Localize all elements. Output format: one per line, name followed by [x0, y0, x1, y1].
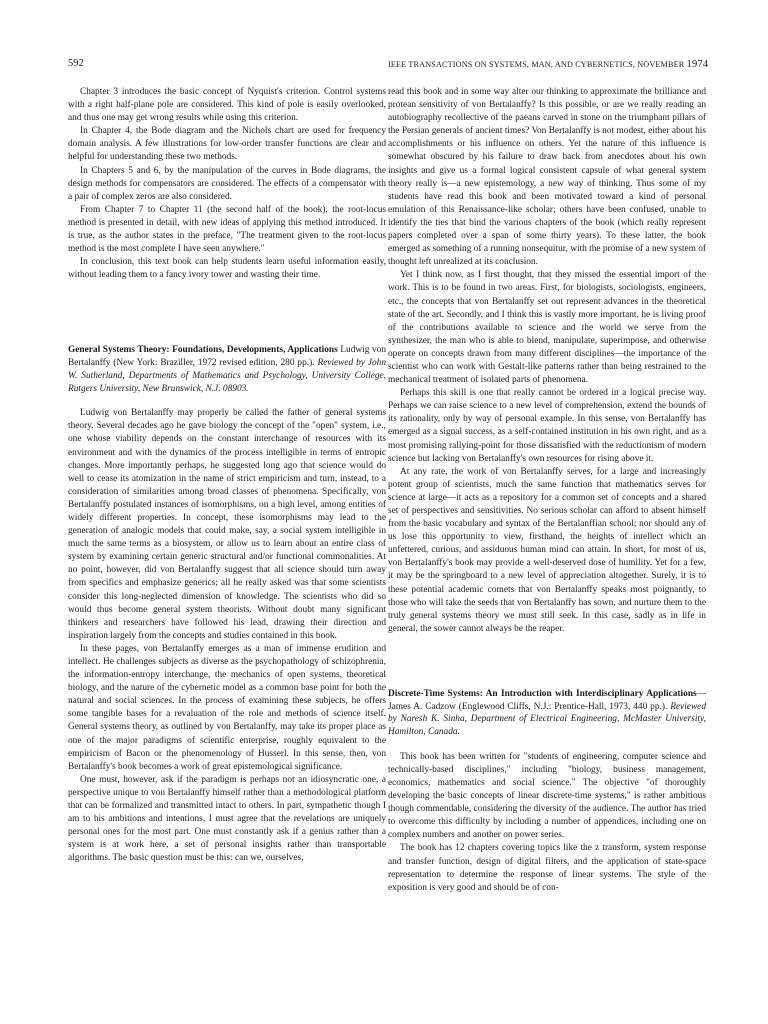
paragraph: From Chapter 7 to Chapter 11 (the second half of the book), the root-locus method is presented in detail, with new ideas of applying this method introduced. It is true, as the author states in the preface, "The treatment given to the root-locus method is the most complete I have seen anywhere." — [68, 204, 386, 255]
paragraph: read this book and in some way alter our thinking to approximate the brilliance and protean sensitivity of von Bertalanffy? Is this possible, or are we really reading an autobiography recollective of the paeans carved in stone on the triumphant pillars of the Persian generals of ancient times? Von Bertalanffy is not modest, either about his accomplishments or his influence on others. Yet the nature of this influence is somewhat obscured by his failure to draw back from anecdotes about his own insights and give us a formal logical consistent capsule of what general system theory really is—a new epistemology, a new way of thinking. Thus some of my students have read this book and been motivated toward a kind of personal emulation of this Renaissance-like scholar; others have been confused, unable to identify the ties that bind the various chapters of the book (which really represent papers completed over a span of some thirty years). To these latter, the book emerged as something of a running nonsequitur, with the promise of a new system of thought left unrealized at its conclusion. — [388, 87, 706, 268]
page-number: 592 — [68, 58, 84, 69]
review-citation: Ludwig von Bertalanffy (New York: Braziller, 1972 revised edition, 280 pp.). — [68, 345, 386, 369]
paragraph: Chapter 3 introduces the basic concept of Nyquist's criterion. Control systems with a right half-plane pole are considered. This kind of pole is easily overlooked, and thus one may get wrong results while using this criterion. — [68, 87, 386, 124]
reviewer-credit: Reviewed by John W. Sutherland, Departments of Mathematics and Psychology, University College, Rutgers University, New Brunswick, N.J. 08903. — [68, 358, 386, 394]
review-title: Discrete-Time Systems: An Introduction with Interdisciplinary Applications — [388, 688, 697, 699]
paragraph: This book has been written for "students of engineering, computer science and technically-based disciplines," including "biology, business management, economics, mathematics and social science." The objective "of thoroughly developing the basic concepts of linear discrete-time systems," is rather ambitious though commendable, considering the diversity of the audience. The author has tried to overcome this difficulty by including a number of appendices, including one on complex numbers and another on power series. — [388, 751, 706, 841]
paragraph: In Chapters 5 and 6, by the manipulation of the curves in Bode diagrams, the design methods for compensators are considered. The effects of a compensator with a pair of complex zeros are also considered. — [68, 165, 386, 202]
paragraph: At any rate, the work of von Bertalanffy serves, for a large and increasingly potent group of scientists, much the same function that mathematics serves for science at large—it acts as a repository for a common set of concepts and a shared set of perspectives and sensitivities. No serious scholar can afford to absent himself from the basic vocabulary and syntax of the Bertalanffian school; nor should any of us lose this opportunity to view, firsthand, the heights of intellect which an unfettered, curious, and assiduous human mind can attain. In short, for most of us, von Bertalanffy's book may provide a well-deserved dose of humility. Yet for a few, it may be the springboard to a new level of appreciation altogether. Surely, it is to these potential academic comets that von Bertalanffy speaks most poignantly, to those who will take the seeds that von Bertalanffy has sown, and nurture them to the truly general systems theory we must still seek. In this case, sadly as in life in general, the sower cannot always be the reaper. — [388, 466, 706, 634]
review-citation: —James A. Cadzow (Englewood Cliffs, N.J.: Prentice-Hall, 1973, 440 pp.). — [388, 688, 706, 712]
review-heading — [68, 344, 386, 395]
right-column — [388, 86, 706, 895]
paragraph: One must, however, ask if the paradigm is perhaps not an idiosyncratic one, a perspective unique to von Bertalanffy himself rather than a methodological platform that can be formalized and transmitted intact to others. In part, sympathetic though I am to his ambitions and intentions, I must agree that the revelations are uniquely personal ones for the most part. One must constantly ask if a genius rather than a system is at work here, a set of personal insights rather than transportable algorithms. The basic question must be this: can we, ourselves, — [68, 774, 386, 864]
paragraph: Perhaps this skill is one that really cannot be ordered in a logical precise way. Perhaps we can raise science to a new level of comprehension, extend the bounds of its rationality, only by way of personal example. In this sense, von Bertalanffy has emerged as a signal success, as a self-contained institution in his own right, and as a most promising rallying-point for those dissatisfied with the reductionism of modern science but lacking von Bertalanffy's own resources for rising above it. — [388, 388, 706, 464]
left-column — [68, 86, 386, 866]
paragraph: Ludwig von Bertalanffy may properly be called the father of general systems theory. Several decades ago he gave biology the concept of the "open" system, i.e., one whose viability depends on the constant interchange of resources with its environment and with the dynamics of the process intelligible in terms of entropic changes. More importantly perhaps, he suggested long ago that science would do well to cease its atomization in the name of strict empiricism and turn, instead, to a consideration of similarities among broad classes of phenomena. Specifically, von Bertalanffy postulated instances of isomorphisms, on a high level, among entities of widely different properties. In concept, these isomorphisms may lead to the generation of analogic models that could make, say, a social system intelligible in much the same terms as a biosystem, or allow us to learn about an entire class of system by examining certain generic structural and/or functional commonalities. At no point, however, did von Bertalanffy suggest that all science should turn away from specifics and emphasize generics; all he really asked was that some scientists consider this long-neglected dimension of knowledge. The scientists who did so would thus become general system theorists. Without doubt many significant thinkers and researchers have followed his lead, drawing their direction and inspiration largely from the concepts and studies contained in this book. — [68, 408, 386, 641]
paragraph: In conclusion, this text book can help students learn useful information easily, without leading them to a fancy ivory tower and wasting their time. — [68, 257, 386, 281]
paragraph: Yet I think now, as I first thought, that they missed the essential import of the work. This is to be found in two areas. First, for biologists, sociologists, engineers, etc., the concepts that von Bertalanffy set out represent advances in the theoretical state of the art. Secondly, and I think this is vastly more important, he is living proof of the contributions available to science and the world we serve from the synthesizer, the man who is able to blend, manipulate, superimpose, and otherwise operate on concepts drawn from many different disciplines—the importance of the scientist who can work with Gestalt-like patterns rather than being restrained to the mechanical treatment of isolated parts of phenomena. — [388, 270, 706, 386]
reviewer-credit: Reviewed by Naresh K. Sinha, Department of Electrical Engineering, McMaster University, Hamilton, Canada. — [388, 701, 706, 738]
paragraph: In these pages, von Bertalanffy emerges as a man of immense erudition and intellect. He challenges subjects as diverse as the psychopathology of schizophrenia, the information-entropy interchange, the mechanics of open systems, theoretical biology, and the nature of the cybernetic model as a common base point for both the natural and social sciences. In the process of examining these subjects, he offers some tangible bases for a revaluation of the role and methods of science itself. General systems theory, as outlined by von Bertalanffy, may take its proper place as one of the major paradigms of scientific enterprise, roughly equivalent to the empiricism of Bacon or the phenomenology of Husserl. In this sense, then, von Bertalanffy's book becomes a work of great epistemological significance. — [68, 643, 386, 772]
journal-name: IEEE TRANSACTIONS ON SYSTEMS, MAN, AND CYBERNETICS, NOVEMBER — [388, 60, 685, 69]
review-heading — [388, 688, 706, 739]
paragraph: The book has 12 chapters covering topics like the z transform, system response and transfer function, design of digital filters, and the application of state-space representation to determine the response of linear systems. The style of the exposition is very good and should be of con- — [388, 843, 706, 893]
running-header — [388, 59, 708, 70]
header-year: 1974 — [686, 59, 709, 70]
review-title: General Systems Theory: Foundations, Developments, Applications — [68, 345, 338, 356]
paragraph: In Chapter 4, the Bode diagram and the Nichols chart are used for frequency domain analysis. A few illustrations for low-order transfer functions are clear and helpful for understanding these two methods. — [68, 126, 386, 163]
